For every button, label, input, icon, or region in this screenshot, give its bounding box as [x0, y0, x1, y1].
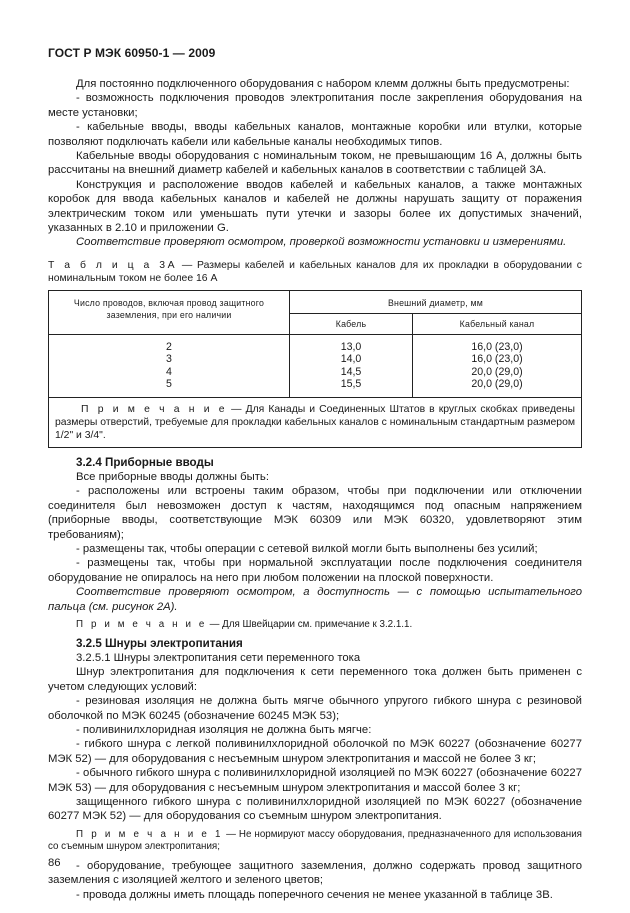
table-value: 15,5: [340, 378, 362, 391]
col-outer-diameter-header: Внешний диаметр, мм: [290, 290, 582, 313]
paragraph: - размещены так, чтобы при нормальной эксплуатации после подключения соединителя оборудование не опиралось на него при любом положении на плоской поверхности.: [48, 557, 582, 584]
note-label: П р и м е ч а н и е: [76, 618, 207, 630]
paragraph: Конструкция и расположение вводов кабелей и кабельных каналов, а также монтажных коробок для ввода кабельных каналов и кабелей не должны нарушать защиту от поражения электрическим током или уменьшать пути утечки и зазоры более их допустимых значений, указанных в 2.10 и приложении G.: [48, 178, 582, 235]
paragraph: Шнур электропитания для подключения к сети переменного тока должен быть применен с учетом следующих условий:: [48, 666, 582, 693]
table-value: 3: [166, 353, 172, 366]
note: [48, 829, 582, 854]
table-value: 4: [166, 365, 172, 378]
table-value: 16,0 (23,0): [471, 353, 523, 366]
conduit-cell: [413, 334, 582, 397]
paragraph: - гибкого шнура с легкой поливинилхлоридной оболочкой по МЭК 60227 (обозначение 60277 МЭК 52) — для оборудования с несъемным шнуром электропитания и массой не более 3 кг;: [48, 738, 582, 765]
paragraph: - расположены или встроены таким образом, чтобы при подключении или отключении соединителя был невозможен доступ к частям, находящимся под опасным напряжением (приборные вводы, соответствующие МЭК 60309 или МЭК 60320, удовлетворяют этим требованиям);: [48, 485, 582, 541]
table-caption-text: — Размеры кабелей и кабельных каналов для их прокладки в оборудовании с номинальным током не более 16 А: [48, 259, 582, 284]
col-conduit-header: Кабельный канал: [413, 313, 582, 334]
table-note-label: П р и м е ч а н и е: [81, 403, 228, 415]
table-value: 14,0: [340, 353, 362, 366]
note-label: П р и м е ч а н и е 1: [76, 828, 224, 840]
paragraph: - обычного гибкого шнура с поливинилхлоридной изоляцией по МЭК 60227 (обозначение 60227 МЭК 53) — для оборудования с несъемным шнуром электропитания и массой более 3 кг;: [48, 767, 582, 794]
note-text: — Для Швейцарии см. примечание к 3.2.1.1.: [206, 618, 413, 630]
col-conductors-header: Число проводов, включая провод защитного заземления, при его наличии: [49, 290, 290, 334]
table-value: 5: [166, 378, 172, 391]
paragraph: - поливинилхлоридная изоляция не должна быть мягче:: [76, 724, 372, 736]
table-value: 16,0 (23,0): [471, 340, 523, 353]
paragraph: Кабельные вводы оборудования с номинальным током, не превышающим 16 А, должны быть рассчитаны на внешний диаметр кабелей и кабельных каналов в соответствии с таблицей 3А.: [48, 150, 582, 177]
table-value: 2: [166, 340, 172, 353]
table-caption-label: Т а б л и ц а 3А: [48, 259, 178, 271]
page-number: 86: [48, 857, 61, 869]
section-heading: 3.2.5 Шнуры электропитания: [76, 636, 243, 650]
table-caption: [48, 259, 582, 285]
paragraph: - резиновая изоляция не должна быть мягче обычного упругого гибкого шнура с резиновой оболочкой по МЭК 60245 (обозначение 60245 МЭК 53);: [48, 695, 582, 722]
table-note: [49, 397, 582, 447]
compliance-statement: Соответствие проверяют осмотром, а доступность — с помощью испытательного пальца (см. рисунок 2А).: [48, 586, 582, 613]
paragraph: - провода должны иметь площадь поперечного сечения не менее указанной в таблице 3В.: [76, 888, 553, 901]
subsection-heading: 3.2.5.1 Шнуры электропитания сети переменного тока: [76, 651, 361, 664]
note-text: — Не нормируют массу оборудования, предназначенного для использования со съемным шнуром электропитания;: [48, 828, 582, 853]
paragraph: Все приборные вводы должны быть:: [76, 470, 269, 483]
table-value: 20,0 (29,0): [471, 378, 523, 391]
paragraph: защищенного гибкого шнура с поливинилхлоридной изоляцией по МЭК 60227 (обозначение 60277 МЭК 52) — для оборудования со съемным шнуром электропитания.: [48, 796, 582, 823]
table-3a: [48, 290, 582, 448]
note: [48, 619, 582, 632]
paragraph: - кабельные вводы, вводы кабельных каналов, монтажные коробки или втулки, которые позволяют подключать кабели или кабельные каналы необходимых типов.: [48, 121, 582, 148]
table-value: 20,0 (29,0): [471, 365, 523, 378]
cable-cell: [290, 334, 413, 397]
paragraph: - размещены так, чтобы операции с сетевой вилкой могли быть выполнены без усилий;: [76, 542, 538, 555]
page-content: [48, 77, 582, 902]
conductors-cell: [49, 334, 290, 397]
col-cable-header: Кабель: [290, 313, 413, 334]
table-value: 13,0: [340, 340, 362, 353]
table-value: 14,5: [340, 365, 362, 378]
section-heading: 3.2.4 Приборные вводы: [76, 455, 214, 469]
paragraph: - оборудование, требующее защитного заземления, должно содержать провод защитного заземления с изоляцией желтого и зеленого цветов;: [48, 860, 582, 887]
paragraph: - возможность подключения проводов электропитания после закрепления оборудования на месте установки;: [48, 92, 582, 119]
table-note-text: — Для Канады и Соединенных Штатов в круглых скобках приведены размеры отверстий, требуемые для прокладки кабельных каналов с номинальным стандартным размером 1/2" и 3/4".: [55, 403, 575, 441]
compliance-statement: Соответствие проверяют осмотром, проверкой возможности установки и измерениями.: [76, 236, 567, 249]
paragraph: Для постоянно подключенного оборудования с набором клемм должны быть предусмотрены:: [76, 78, 570, 90]
page-header: ГОСТ Р МЭК 60950-1 — 2009: [48, 46, 216, 60]
